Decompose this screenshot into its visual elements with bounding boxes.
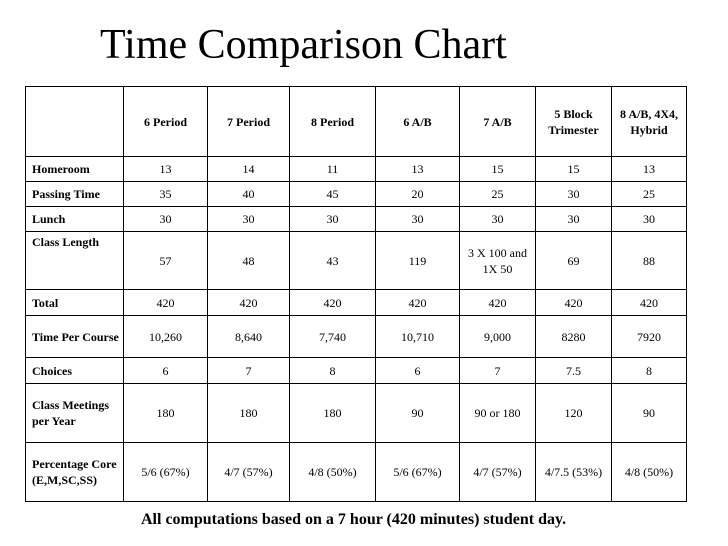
table-cell: 4/8 (50%) (290, 443, 376, 502)
table-cell: 30 (536, 207, 612, 232)
table-cell: 8280 (536, 316, 612, 358)
table-cell: 119 (376, 232, 460, 290)
header-cell-7-ab: 7 A/B (460, 87, 536, 157)
page-title: Time Comparison Chart (100, 22, 507, 68)
table-cell: 35 (124, 182, 208, 207)
table-row (26, 290, 687, 316)
footnote: All computations based on a 7 hour (420 minutes) student day. (141, 511, 567, 528)
table-cell: 180 (290, 384, 376, 443)
table-row (26, 443, 687, 502)
table-cell: 13 (124, 157, 208, 182)
comparison-table (25, 86, 687, 502)
table-cell: 30 (376, 207, 460, 232)
table-cell: 420 (460, 290, 536, 316)
table-cell: 45 (290, 182, 376, 207)
table-row (26, 207, 687, 232)
header-cell-6-period: 6 Period (124, 87, 208, 157)
table-cell: 15 (460, 157, 536, 182)
table-cell: 8 (612, 358, 687, 384)
table-cell: 420 (208, 290, 290, 316)
table-cell: 11 (290, 157, 376, 182)
header-cell-6-ab: 6 A/B (376, 87, 460, 157)
table-cell: 57 (124, 232, 208, 290)
table-row (26, 232, 687, 290)
header-row (26, 87, 687, 157)
table-cell: 420 (536, 290, 612, 316)
table-cell: 180 (208, 384, 290, 443)
table-cell: 88 (612, 232, 687, 290)
row-label-class-length: Class Length (26, 232, 124, 290)
table-cell: 8 (290, 358, 376, 384)
row-label-passing-time: Passing Time (26, 182, 124, 207)
table-cell: 13 (612, 157, 687, 182)
table-row (26, 182, 687, 207)
table-cell: 7,740 (290, 316, 376, 358)
table-cell: 20 (376, 182, 460, 207)
table-cell: 6 (376, 358, 460, 384)
table-cell: 7920 (612, 316, 687, 358)
table-cell: 90 (376, 384, 460, 443)
table-cell: 120 (536, 384, 612, 443)
table-cell: 30 (612, 207, 687, 232)
table-cell: 7 (460, 358, 536, 384)
table-cell: 9,000 (460, 316, 536, 358)
table-cell: 48 (208, 232, 290, 290)
header-cell-empty (26, 87, 124, 157)
table-cell: 30 (208, 207, 290, 232)
table-cell: 10,260 (124, 316, 208, 358)
table-cell: 15 (536, 157, 612, 182)
table-cell: 25 (460, 182, 536, 207)
table-cell: 6 (124, 358, 208, 384)
table-cell: 90 or 180 (460, 384, 536, 443)
table-cell: 7.5 (536, 358, 612, 384)
row-label-homeroom: Homeroom (26, 157, 124, 182)
table-cell: 5/6 (67%) (124, 443, 208, 502)
table-cell: 43 (290, 232, 376, 290)
table-cell: 180 (124, 384, 208, 443)
table-cell: 420 (290, 290, 376, 316)
table-cell: 90 (612, 384, 687, 443)
table-cell: 14 (208, 157, 290, 182)
row-label-class-meetings-per-year: Class Meetings per Year (26, 384, 124, 443)
table-cell: 4/8 (50%) (612, 443, 687, 502)
table-row (26, 316, 687, 358)
row-label-percentage-core: Percentage Core (E,M,SC,SS) (26, 443, 124, 502)
table-row (26, 384, 687, 443)
table-cell: 30 (290, 207, 376, 232)
table-cell: 30 (460, 207, 536, 232)
row-label-total: Total (26, 290, 124, 316)
table-cell: 40 (208, 182, 290, 207)
table-cell: 25 (612, 182, 687, 207)
table-cell: 69 (536, 232, 612, 290)
table-cell: 3 X 100 and 1X 50 (460, 232, 536, 290)
table-cell: 10,710 (376, 316, 460, 358)
table-cell: 420 (124, 290, 208, 316)
table-cell: 30 (124, 207, 208, 232)
header-cell-7-period: 7 Period (208, 87, 290, 157)
table-cell: 5/6 (67%) (376, 443, 460, 502)
header-cell-8-period: 8 Period (290, 87, 376, 157)
row-label-time-per-course: Time Per Course (26, 316, 124, 358)
row-label-lunch: Lunch (26, 207, 124, 232)
table-cell: 30 (536, 182, 612, 207)
table-cell: 420 (376, 290, 460, 316)
table-cell: 4/7.5 (53%) (536, 443, 612, 502)
header-cell-8ab-4x4-hybrid: 8 A/B, 4X4, Hybrid (612, 87, 687, 157)
table-cell: 420 (612, 290, 687, 316)
row-label-choices: Choices (26, 358, 124, 384)
table-row (26, 358, 687, 384)
header-cell-5-block-trimester: 5 Block Trimester (536, 87, 612, 157)
table-cell: 4/7 (57%) (460, 443, 536, 502)
table-cell: 13 (376, 157, 460, 182)
table-cell: 8,640 (208, 316, 290, 358)
table-cell: 4/7 (57%) (208, 443, 290, 502)
table-row (26, 157, 687, 182)
table-cell: 7 (208, 358, 290, 384)
